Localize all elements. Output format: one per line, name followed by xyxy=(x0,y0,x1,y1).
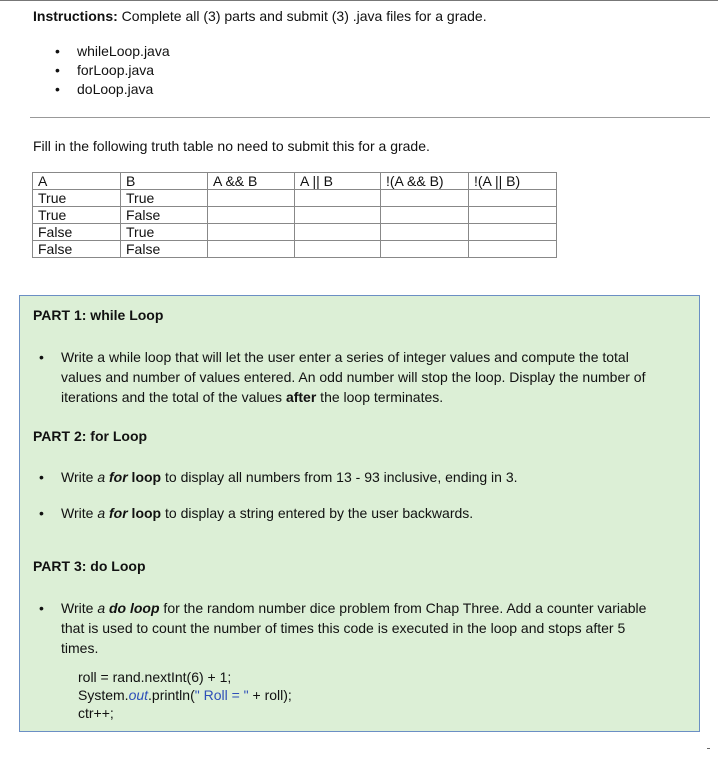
list-item: • forLoop.java xyxy=(55,61,170,80)
table-row xyxy=(33,241,557,258)
emphasis: do loop xyxy=(109,600,160,616)
top-rule xyxy=(0,0,718,1)
table-row xyxy=(33,207,557,224)
text-line: Write a while loop that will let the user enter a series of integer values and compute the total xyxy=(61,349,629,365)
table-cell: True xyxy=(121,190,208,207)
text-span: to display all numbers from 13 - 93 inclusive, ending in 3. xyxy=(161,469,518,485)
table-cell: True xyxy=(121,224,208,241)
table-header-row xyxy=(33,173,557,190)
code-token: out xyxy=(128,687,149,703)
table-cell: False xyxy=(33,241,121,258)
emphasis: after xyxy=(285,389,317,405)
truth-table-intro: Fill in the following truth table no need to submit this for a grade. xyxy=(33,138,430,154)
table-header: A xyxy=(33,173,121,190)
part3-bullet xyxy=(39,598,699,658)
table-cell: False xyxy=(121,207,208,224)
table-cell xyxy=(381,207,469,224)
truth-table xyxy=(32,172,557,258)
text-span: Write xyxy=(61,469,98,485)
code-token: System. xyxy=(78,687,129,703)
table-cell: False xyxy=(33,224,121,241)
part2-bullet-1-text xyxy=(61,467,699,487)
emphasis: loop xyxy=(127,469,162,485)
table-row xyxy=(33,224,557,241)
text-span: to display a string entered by the user backwards. xyxy=(161,505,474,521)
part2-bullet-2 xyxy=(39,503,699,523)
instructions-text: Complete all (3) parts and submit (3) .java files for a grade. xyxy=(121,8,487,24)
table-header: A && B xyxy=(208,173,295,190)
code-string: " Roll = " xyxy=(194,687,249,703)
text-span: the loop terminates. xyxy=(316,389,444,405)
table-header: !(A && B) xyxy=(381,173,469,190)
text-span: iterations and the total of the values xyxy=(61,389,286,405)
text-line xyxy=(61,598,699,618)
table-cell: True xyxy=(33,190,121,207)
table-cell xyxy=(469,207,557,224)
table-header: !(A || B) xyxy=(469,173,557,190)
text-span: a xyxy=(97,600,109,616)
text-line: times. xyxy=(61,640,99,656)
table-cell xyxy=(469,241,557,258)
text-span: a xyxy=(97,505,109,521)
part3-heading: PART 3: do Loop xyxy=(33,558,146,574)
code-line: roll = rand.nextInt(6) + 1; xyxy=(78,669,232,685)
bullet-dot: • xyxy=(39,600,44,616)
part2-heading: PART 2: for Loop xyxy=(33,428,148,444)
bullet-dot: • xyxy=(39,349,44,365)
text-line: that is used to count the number of times this code is executed in the loop and stops after 5 xyxy=(61,620,626,636)
table-cell xyxy=(381,224,469,241)
part1-bullet xyxy=(39,347,699,407)
table-cell xyxy=(295,224,381,241)
text-span: Write xyxy=(61,505,98,521)
part2-bullet-1 xyxy=(39,467,699,487)
parts-box xyxy=(19,295,700,732)
code-block xyxy=(78,668,292,722)
code-line: ctr++; xyxy=(78,705,114,721)
divider xyxy=(30,117,710,118)
table-cell xyxy=(208,190,295,207)
part1-bullet-text xyxy=(61,347,699,407)
table-row xyxy=(33,190,557,207)
text-span: Write xyxy=(61,600,98,616)
table-cell xyxy=(208,207,295,224)
table-cell: False xyxy=(121,241,208,258)
table-cell xyxy=(381,241,469,258)
emphasis: for xyxy=(109,505,128,521)
page-mark xyxy=(707,748,710,749)
table-cell xyxy=(208,241,295,258)
table-cell xyxy=(469,224,557,241)
code-line xyxy=(78,686,292,704)
instructions-line xyxy=(33,8,487,24)
code-token: + roll); xyxy=(248,687,292,703)
table-cell xyxy=(469,190,557,207)
text-line xyxy=(61,387,699,407)
table-cell: True xyxy=(33,207,121,224)
table-cell xyxy=(381,190,469,207)
table-header: B xyxy=(121,173,208,190)
text-span: a xyxy=(97,469,109,485)
text-span: for the random number dice problem from Chap Three. Add a counter variable xyxy=(159,600,647,616)
list-item: • whileLoop.java xyxy=(55,42,170,61)
file-list xyxy=(55,42,170,99)
text-line: values and number of values entered. An odd number will stop the loop. Display the number of xyxy=(61,369,646,385)
emphasis: for xyxy=(109,469,128,485)
part1-heading: PART 1: while Loop xyxy=(33,307,164,323)
part3-bullet-text xyxy=(61,598,699,658)
bullet-dot: • xyxy=(39,505,44,521)
emphasis: loop xyxy=(127,505,162,521)
code-token: .println( xyxy=(148,687,195,703)
table-cell xyxy=(295,241,381,258)
bullet-dot: • xyxy=(39,469,44,485)
part2-bullet-2-text xyxy=(61,503,699,523)
instructions-label: Instructions: xyxy=(33,8,118,24)
table-cell xyxy=(208,224,295,241)
table-header: A || B xyxy=(295,173,381,190)
table-cell xyxy=(295,190,381,207)
list-item: • doLoop.java xyxy=(55,80,170,99)
table-cell xyxy=(295,207,381,224)
